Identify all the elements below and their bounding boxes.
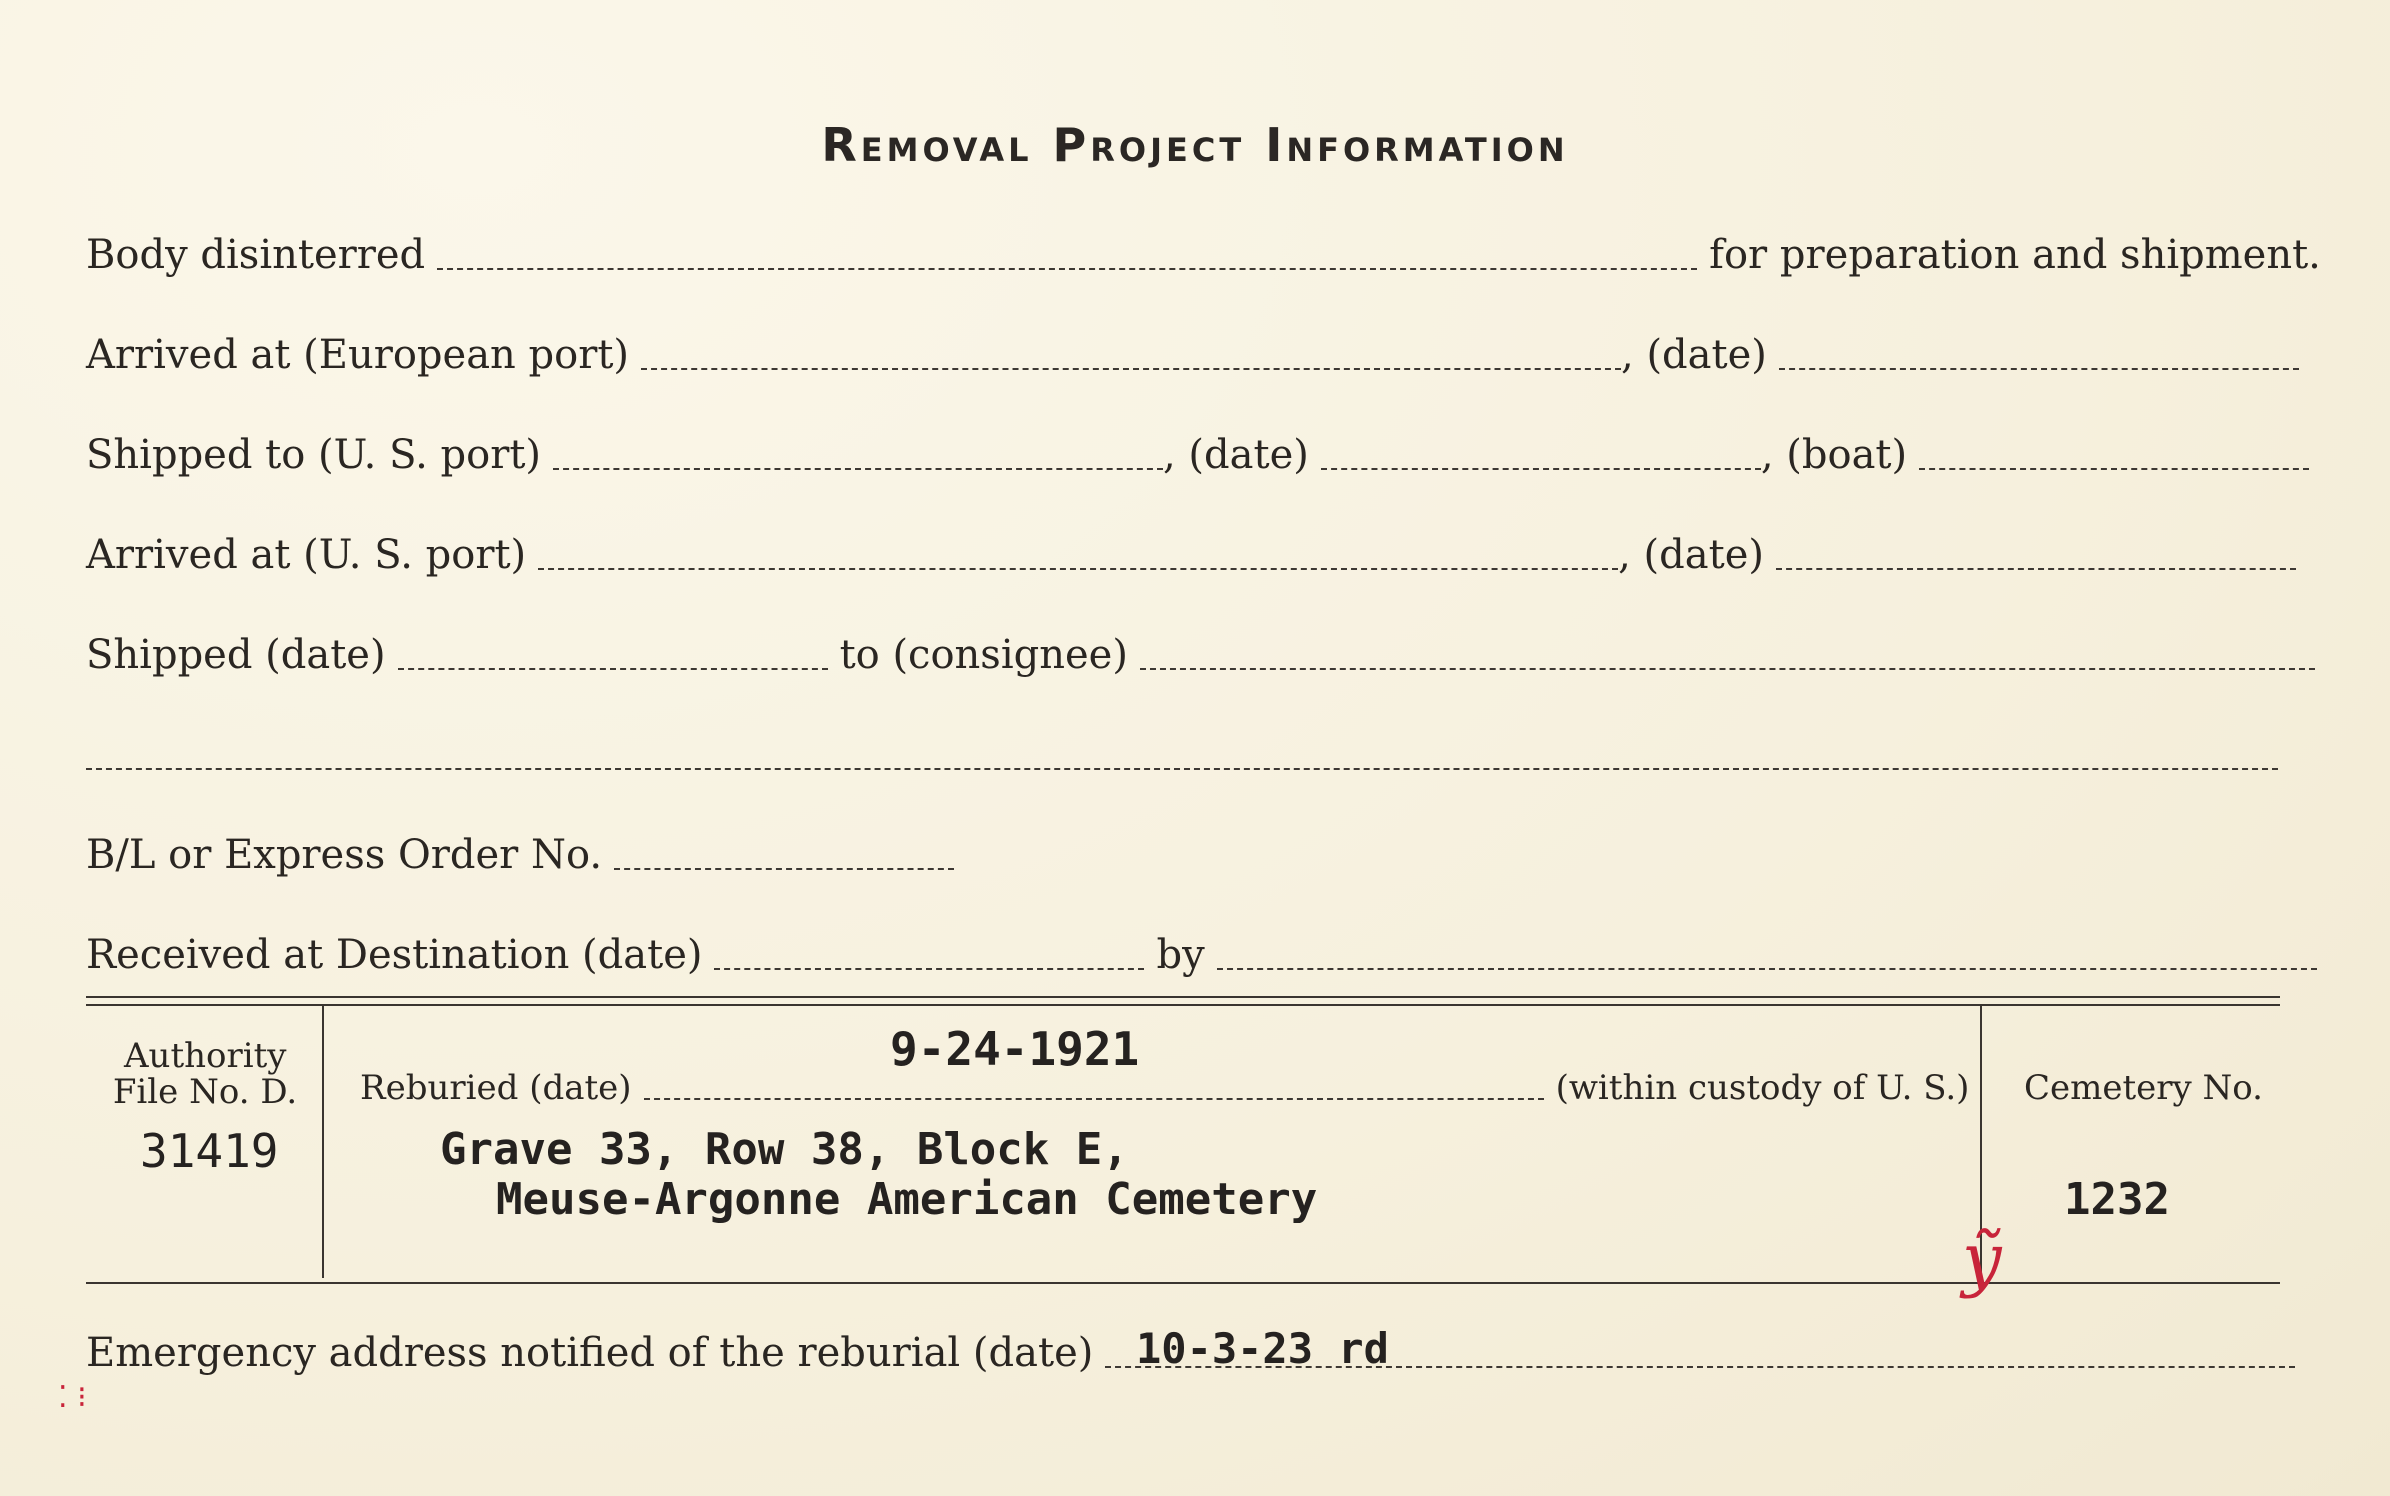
consignee-continuation-blank <box>86 768 2278 770</box>
authority-label-1: Authority <box>124 1036 287 1076</box>
date-blank-1 <box>1779 368 2299 370</box>
received-by-blank <box>1217 968 2317 970</box>
arrived-european-label: Arrived at (European port) <box>86 332 630 378</box>
shipped-date-row <box>86 632 2327 678</box>
box-bottom-rule <box>86 1282 2280 1284</box>
reburied-row <box>360 1068 1969 1108</box>
date-blank-2 <box>1321 468 1761 470</box>
cemetery-number: 1232 <box>2064 1174 2170 1225</box>
arrived-european-row <box>86 332 2311 378</box>
consignee-label: to (consignee) <box>839 632 1128 678</box>
date-label-1: , (date) <box>1621 332 1767 378</box>
bl-order-blank <box>614 868 954 870</box>
red-check-mark: ỹ <box>1962 1218 2002 1300</box>
box-top-rule-1 <box>86 996 2280 998</box>
box-top-rule-2 <box>86 1004 2280 1006</box>
received-label: Received at Destination (date) <box>86 932 703 978</box>
bl-order-label: B/L or Express Order No. <box>86 832 603 878</box>
authority-file-number: 31419 <box>140 1124 279 1178</box>
shipped-to-us-row <box>86 432 2321 478</box>
shipped-date-label: Shipped (date) <box>86 632 386 678</box>
reburied-date-value: 9-24-1921 <box>890 1022 1140 1076</box>
custody-label: (within custody of U. S.) <box>1555 1068 1970 1108</box>
red-ink-specks: ⁚ ⁝ <box>58 1380 87 1415</box>
body-disinterred-row <box>86 232 2321 278</box>
european-port-blank <box>641 368 1621 370</box>
shipped-date-blank <box>398 668 828 670</box>
body-disinterred-label: Body disinterred <box>86 232 426 278</box>
bl-order-row <box>86 832 966 878</box>
boat-blank <box>1919 468 2309 470</box>
emergency-date-value: 10-3-23 rd <box>1136 1324 1389 1373</box>
received-date-blank <box>714 968 1144 970</box>
date-label-3: , (date) <box>1618 532 1764 578</box>
for-preparation-label: for preparation and shipment. <box>1709 232 2321 278</box>
boat-label: , (boat) <box>1760 432 1908 478</box>
grave-location-line-2: Meuse-Argonne American Cemetery <box>496 1174 1318 1225</box>
reburied-label: Reburied (date) <box>360 1068 632 1108</box>
consignee-blank <box>1140 668 2315 670</box>
cemetery-label: Cemetery No. <box>2024 1068 2263 1108</box>
arrived-us-label: Arrived at (U. S. port) <box>86 532 527 578</box>
arrived-us-blank <box>538 568 1618 570</box>
arrived-us-row <box>86 532 2308 578</box>
emergency-label: Emergency address notified of the reburial (date) <box>86 1330 1094 1376</box>
date-label-2: , (date) <box>1163 432 1309 478</box>
received-row <box>86 932 2329 978</box>
shipped-to-us-label: Shipped to (U. S. port) <box>86 432 541 478</box>
date-blank-3 <box>1776 568 2296 570</box>
by-label: by <box>1156 932 1205 978</box>
box-divider-left <box>322 1006 324 1278</box>
grave-location-line-1: Grave 33, Row 38, Block E, <box>440 1124 1129 1175</box>
authority-label-2: File No. D. <box>112 1072 298 1112</box>
body-disinterred-blank <box>437 268 1697 270</box>
us-port-blank <box>553 468 1163 470</box>
reburied-date-blank <box>644 1098 1544 1100</box>
card-title: Removal Project Information <box>821 118 1569 172</box>
